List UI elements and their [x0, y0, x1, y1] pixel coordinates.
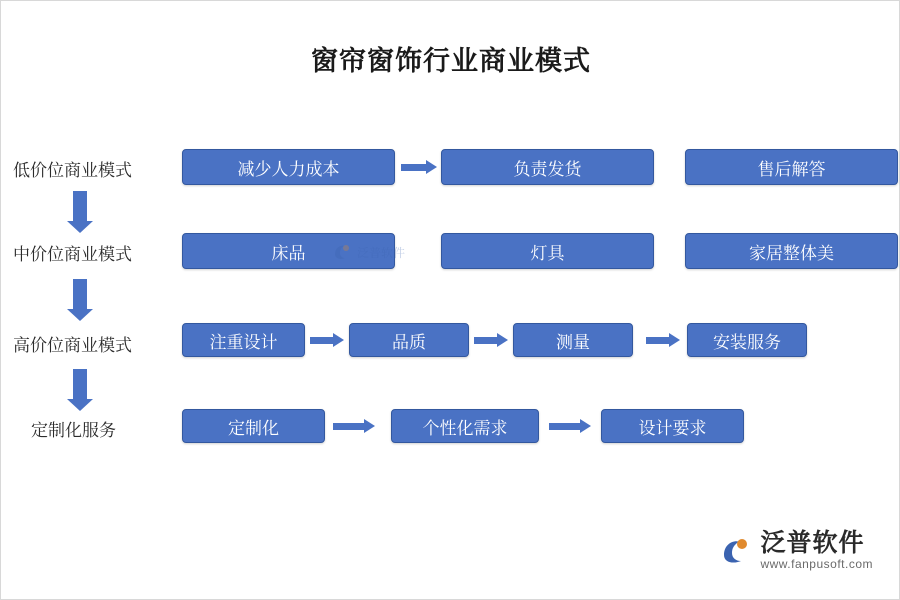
arrow-down-r2-r3 [67, 279, 93, 321]
brand-url: www.fanpusoft.com [760, 556, 873, 571]
page-title: 窗帘窗饰行业商业模式 [311, 46, 591, 76]
arrow-right-r4-1 [333, 419, 375, 433]
node-measurement[interactable]: 测量 [513, 323, 633, 357]
row-label-customization-service: 定制化服务 [31, 421, 116, 440]
node-focus-design[interactable]: 注重设计 [182, 323, 305, 357]
arrow-down-r3-r4 [67, 369, 93, 411]
arrow-right-r3-3 [646, 333, 680, 347]
brand-logo-icon [718, 534, 752, 568]
row-label-mid-price: 中价位商业模式 [13, 245, 132, 264]
row-label-low-price: 低价位商业模式 [13, 161, 132, 180]
node-quality[interactable]: 品质 [349, 323, 469, 357]
node-lighting[interactable]: 灯具 [441, 233, 654, 269]
node-design-requirement[interactable]: 设计要求 [601, 409, 744, 443]
node-personalized-demand[interactable]: 个性化需求 [391, 409, 539, 443]
node-installation-service[interactable]: 安装服务 [687, 323, 807, 357]
arrow-right-r3-1 [310, 333, 344, 347]
node-bedding[interactable]: 床品 [182, 233, 395, 269]
node-responsible-shipping[interactable]: 负责发货 [441, 149, 654, 185]
row-label-high-price: 高价位商业模式 [13, 336, 132, 355]
arrow-right-r1-1 [401, 160, 437, 174]
arrow-right-r3-2 [474, 333, 508, 347]
brand-logo [718, 530, 873, 571]
arrow-down-r1-r2 [67, 191, 93, 233]
watermark-text: 泛普软件 [357, 245, 406, 260]
node-home-overall-beauty[interactable]: 家居整体美 [685, 233, 898, 269]
node-after-sales-answer[interactable]: 售后解答 [685, 149, 898, 185]
brand-name: 泛普软件 [760, 529, 865, 558]
node-reduce-labor-cost[interactable]: 减少人力成本 [182, 149, 395, 185]
node-customization[interactable]: 定制化 [182, 409, 325, 443]
arrow-right-r4-2 [549, 419, 591, 433]
